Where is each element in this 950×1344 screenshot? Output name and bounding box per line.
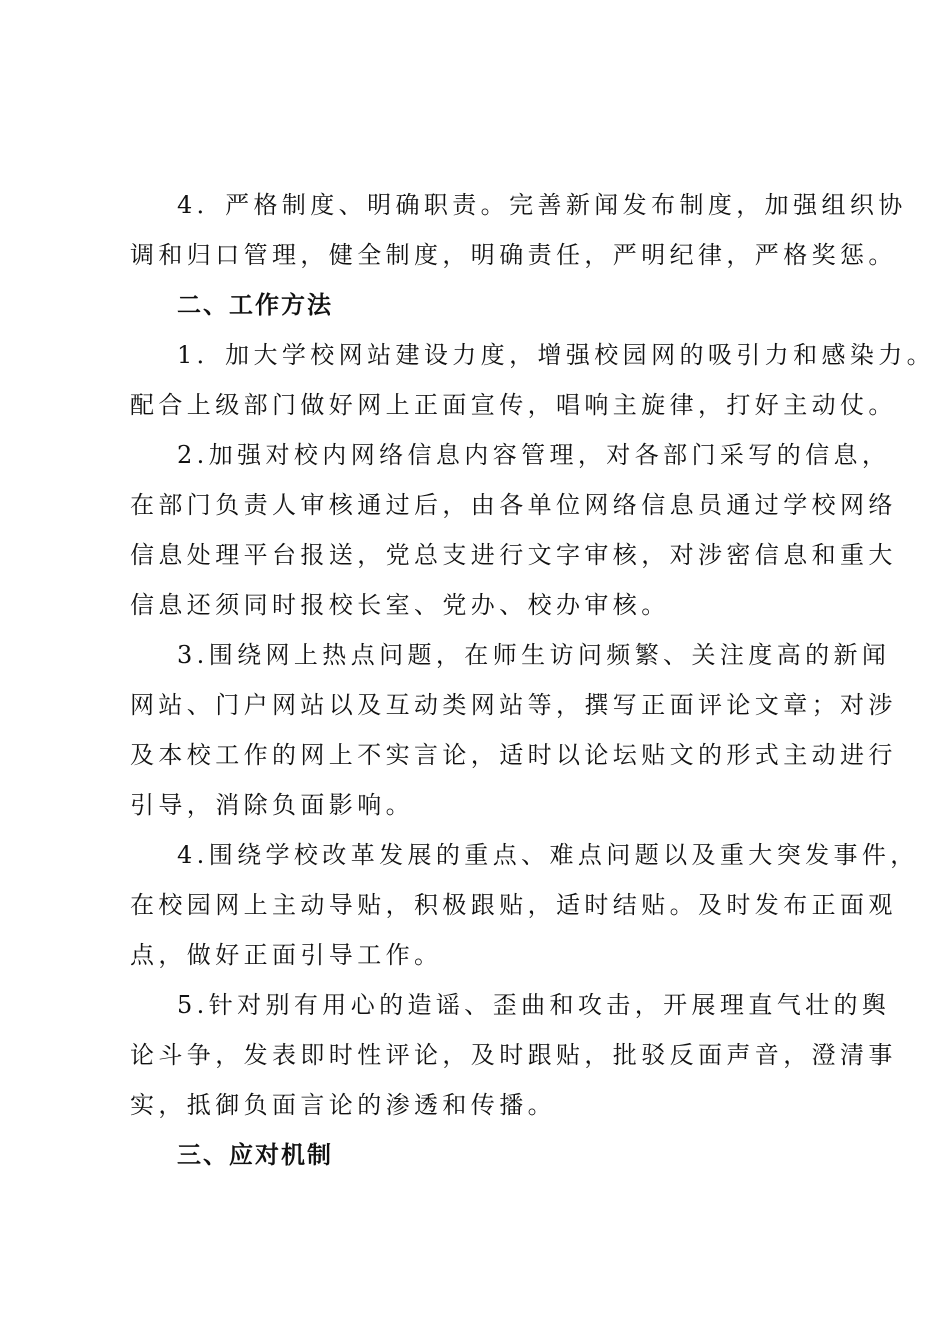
paragraph-line: 在部门负责人审核通过后，由各单位网络信息员通过学校网络 bbox=[130, 491, 897, 519]
paragraph-line: 1．加大学校网站建设力度，增强校园网的吸引力和感染力。 bbox=[177, 341, 936, 369]
section-heading-response-mechanism: 三、应对机制 bbox=[177, 1140, 333, 1169]
paragraph-line: 2.加强对校内网络信息内容管理，对各部门采写的信息， bbox=[177, 441, 891, 469]
paragraph-line: 点，做好正面引导工作。 bbox=[130, 941, 443, 969]
paragraph-line: 5.针对别有用心的造谣、歪曲和攻击，开展理直气壮的舆 bbox=[177, 991, 891, 1019]
paragraph-line: 4.围绕学校改革发展的重点、难点问题以及重大突发事件， bbox=[177, 841, 919, 869]
paragraph-line: 4．严格制度、明确职责。完善新闻发布制度，加强组织协 bbox=[177, 191, 907, 219]
section-heading-work-methods: 二、工作方法 bbox=[177, 290, 333, 319]
paragraph-line: 引导，消除负面影响。 bbox=[130, 791, 414, 819]
paragraph-line: 调和归口管理，健全制度，明确责任，严明纪律，严格奖惩。 bbox=[130, 241, 897, 269]
paragraph-line: 信息还须同时报校长室、党办、校办审核。 bbox=[130, 591, 670, 619]
paragraph-line: 及本校工作的网上不实言论，适时以论坛贴文的形式主动进行 bbox=[130, 741, 897, 769]
paragraph-line: 配合上级部门做好网上正面宣传，唱响主旋律，打好主动仗。 bbox=[130, 391, 897, 419]
paragraph-line: 实，抵御负面言论的渗透和传播。 bbox=[130, 1091, 556, 1119]
paragraph-line: 在校园网上主动导贴，积极跟贴，适时结贴。及时发布正面观 bbox=[130, 891, 897, 919]
paragraph-line: 3.围绕网上热点问题，在师生访问频繁、关注度高的新闻 bbox=[177, 641, 891, 669]
paragraph-line: 网站、门户网站以及互动类网站等，撰写正面评论文章；对涉 bbox=[130, 691, 897, 719]
paragraph-line: 信息处理平台报送，党总支进行文字审核，对涉密信息和重大 bbox=[130, 541, 897, 569]
paragraph-line: 论斗争，发表即时性评论，及时跟贴，批驳反面声音，澄清事 bbox=[130, 1041, 897, 1069]
